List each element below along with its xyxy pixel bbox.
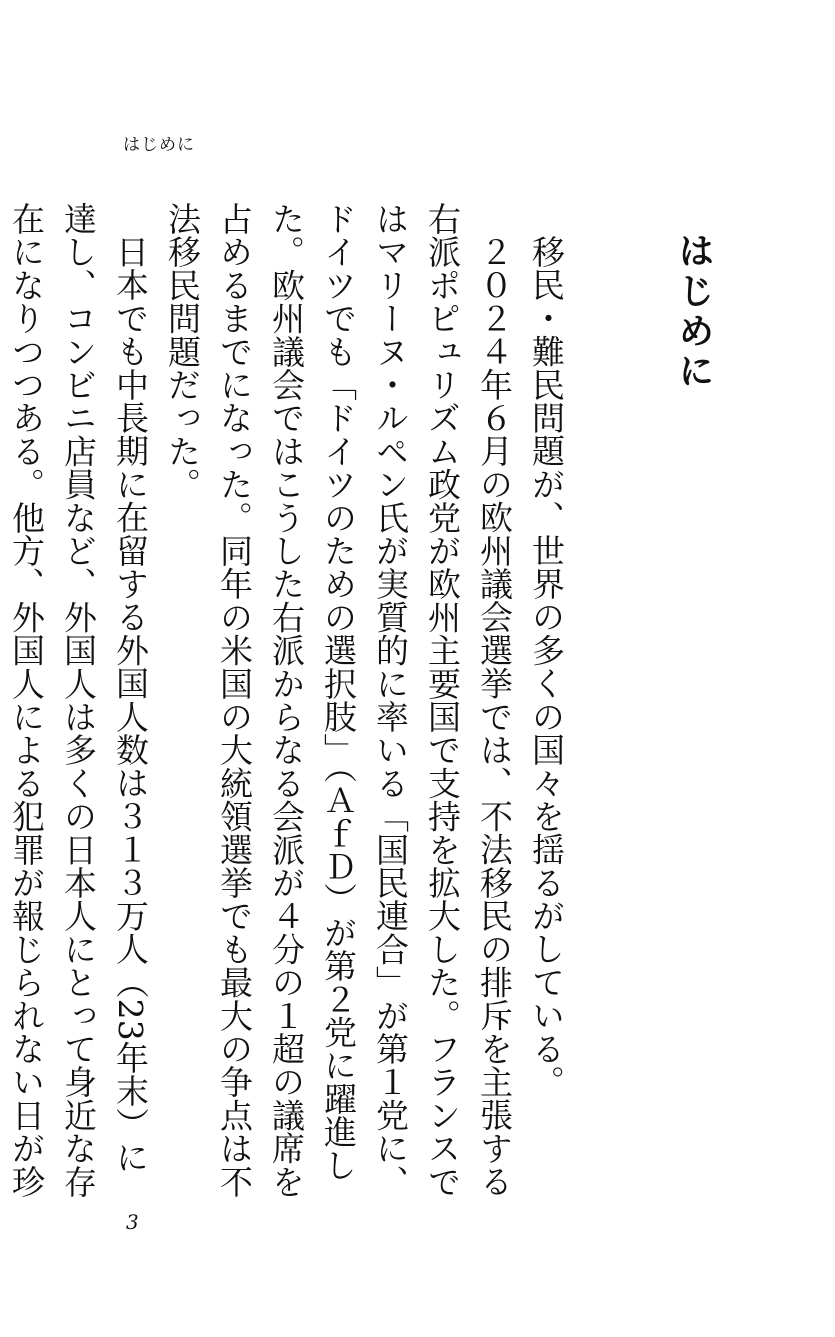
page-number: 3 [126, 1210, 139, 1234]
body-text [7, 202, 572, 1202]
running-header: はじめに [123, 135, 195, 155]
paragraph-1: 移民・難民問題が、世界の多くの国々を揺るがしている。 [527, 235, 566, 1099]
paragraph-3: 日本でも中長期に在留する外国人数は３１３万人（23年末）に達し、コンビニ店員など、外国人は多くの日本人にとって身近な存在になりつつある。他方、外国人による犯罪が報じられない日が珍 [7, 202, 150, 1199]
paragraph-2: ２０２４年６月の欧州議会選挙では、不法移民の排斥を主張する右派ポピュリズム政党が欧州主要国で支持を拡大した。フランスではマリーヌ・ルペン氏が実質的に率いる「国民連合」が第１党に、ドイツでも「ドイツのための選択肢」（ＡｆＤ）が第２党に躍進した。欧州議会ではこうした右派からなる会派が４分の１超の議席を占めるまでになった。同年の米国の大統領選挙でも最大の争点は不法移民問題だった。 [163, 202, 514, 1199]
chapter-title: はじめに [673, 232, 714, 392]
